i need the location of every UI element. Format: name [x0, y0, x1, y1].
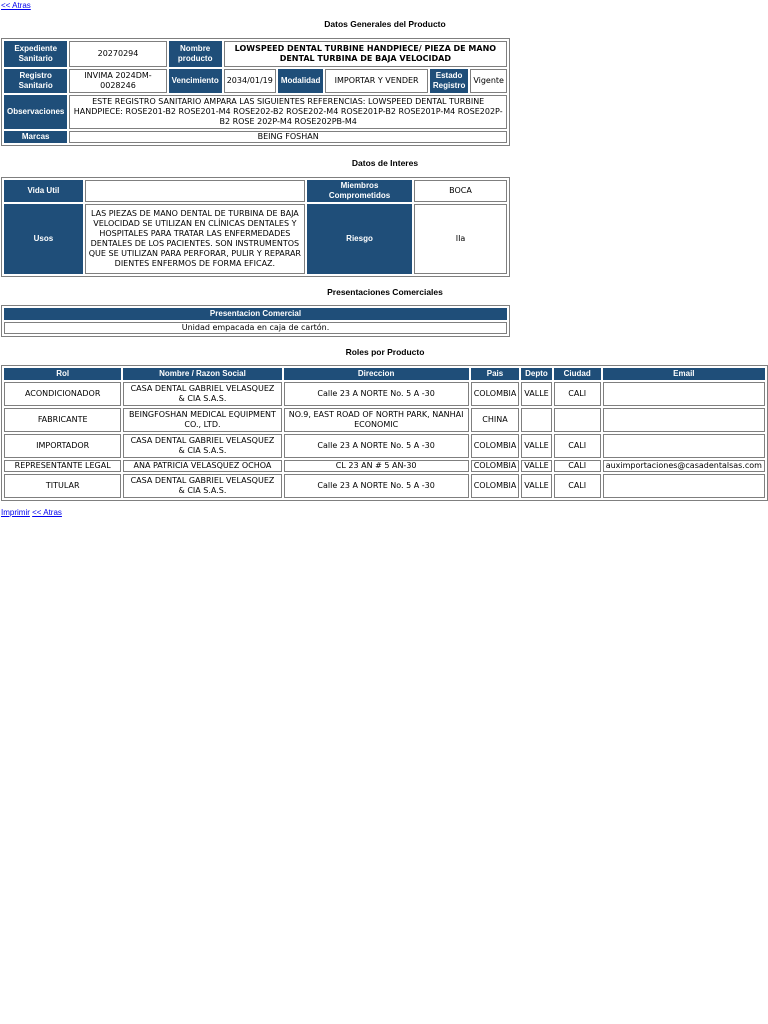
roles-header-nombre: Nombre / Razon Social — [123, 368, 281, 380]
roles-section-title: Roles por Producto — [345, 347, 425, 357]
table-row — [4, 474, 765, 498]
city-cell: CALI — [554, 434, 601, 458]
dept-cell: VALLE — [521, 474, 551, 498]
country-cell: COLOMBIA — [471, 474, 520, 498]
role-cell: REPRESENTANTE LEGAL — [4, 460, 121, 472]
registro-value: INVIMA 2024DM-0028246 — [69, 69, 166, 93]
miembros-label: Miembros Comprometidos — [307, 180, 412, 202]
email-cell — [603, 434, 765, 458]
address-cell: NO.9, EAST ROAD OF NORTH PARK, NANHAI ECONOMIC — [284, 408, 469, 432]
roles-header-email: Email — [603, 368, 765, 380]
presentaciones-section-title: Presentaciones Comerciales — [327, 287, 443, 297]
country-cell: COLOMBIA — [471, 382, 520, 406]
email-cell: auximportaciones@casadentalsas.com — [603, 460, 765, 472]
riesgo-label: Riesgo — [307, 204, 412, 274]
dept-cell: VALLE — [521, 434, 551, 458]
roles-header-pais: Pais — [471, 368, 520, 380]
vencimiento-value: 2034/01/19 — [224, 69, 276, 93]
address-cell: Calle 23 A NORTE No. 5 A -30 — [284, 434, 469, 458]
general-section-title: Datos Generales del Producto — [324, 19, 446, 29]
vida-util-label: Vida Util — [4, 180, 83, 202]
print-link[interactable]: Imprimir — [1, 508, 30, 517]
name-cell: BEINGFOSHAN MEDICAL EQUIPMENT CO., LTD. — [123, 408, 281, 432]
roles-header-rol: Rol — [4, 368, 121, 380]
dept-cell: VALLE — [521, 460, 551, 472]
observaciones-value: ESTE REGISTRO SANITARIO AMPARA LAS SIGUIENTES REFERENCIAS: LOWSPEED DENTAL TURBINE HANDPIECE: ROSE201-B2 ROSE201-M4 ROSE202-B2 ROSE202-M4 ROSE201P-B2 ROSE201P-M4 ROSE202P-B2 ROSE 202P-M4 ROSE202PB-M4 — [69, 95, 507, 129]
country-cell: COLOMBIA — [471, 460, 520, 472]
name-cell: CASA DENTAL GABRIEL VELASQUEZ & CIA S.A.S. — [123, 434, 281, 458]
role-cell: ACONDICIONADOR — [4, 382, 121, 406]
dept-cell: VALLE — [521, 382, 551, 406]
riesgo-value: IIa — [414, 204, 507, 274]
nombre-value: LOWSPEED DENTAL TURBINE HANDPIECE/ PIEZA DE MANO DENTAL TURBINA DE BAJA VELOCIDAD — [224, 41, 507, 67]
general-table — [1, 38, 510, 146]
table-row — [4, 434, 765, 458]
back-link-top[interactable]: << Atras — [1, 1, 31, 10]
roles-header-direccion: Direccion — [284, 368, 469, 380]
expediente-value: 20270294 — [69, 41, 166, 67]
vencimiento-label: Vencimiento — [169, 69, 222, 93]
marcas-value: BEING FOSHAN — [69, 131, 507, 143]
estado-label: Estado Registro — [430, 69, 468, 93]
name-cell: CASA DENTAL GABRIEL VELASQUEZ & CIA S.A.S. — [123, 474, 281, 498]
role-cell: TITULAR — [4, 474, 121, 498]
nombre-label: Nombre producto — [169, 41, 222, 67]
role-cell: IMPORTADOR — [4, 434, 121, 458]
interes-section-title: Datos de Interes — [351, 158, 419, 168]
usos-label: Usos — [4, 204, 83, 274]
presentaciones-table — [1, 305, 510, 337]
country-cell: CHINA — [471, 408, 520, 432]
interes-table — [1, 177, 510, 277]
table-row — [4, 408, 765, 432]
role-cell: FABRICANTE — [4, 408, 121, 432]
email-cell — [603, 382, 765, 406]
email-cell — [603, 474, 765, 498]
country-cell: COLOMBIA — [471, 434, 520, 458]
city-cell: CALI — [554, 382, 601, 406]
estado-value: Vigente — [470, 69, 507, 93]
address-cell: CL 23 AN # 5 AN-30 — [284, 460, 469, 472]
vida-util-value — [85, 180, 305, 202]
city-cell: CALI — [554, 474, 601, 498]
name-cell: CASA DENTAL GABRIEL VELASQUEZ & CIA S.A.S. — [123, 382, 281, 406]
usos-value: LAS PIEZAS DE MANO DENTAL DE TURBINA DE BAJA VELOCIDAD SE UTILIZAN EN CLÍNICAS DENTALES Y HOSPITALES PARA TRATAR LAS ENFERMEDADES DENTALES DE LOS PACIENTES. SON INSTRUMENTOS QUE SE UTILIZAN PARA PERFORAR, PULIR Y REPARAR DIENTES ENFERMOS DE FORMA EFICAZ. — [85, 204, 305, 274]
back-link-bottom[interactable]: << Atras — [32, 508, 62, 517]
dept-cell — [521, 408, 551, 432]
modalidad-value: IMPORTAR Y VENDER — [325, 69, 428, 93]
presentacion-value: Unidad empacada en caja de cartón. — [4, 322, 507, 334]
table-row — [4, 460, 765, 472]
address-cell: Calle 23 A NORTE No. 5 A -30 — [284, 474, 469, 498]
email-cell — [603, 408, 765, 432]
roles-header-ciudad: Ciudad — [554, 368, 601, 380]
observaciones-label: Observaciones — [4, 95, 67, 129]
roles-table — [1, 365, 768, 501]
bottom-links — [1, 508, 62, 517]
table-row — [4, 382, 765, 406]
name-cell: ANA PATRICIA VELASQUEZ OCHOA — [123, 460, 281, 472]
marcas-label: Marcas — [4, 131, 67, 143]
miembros-value: BOCA — [414, 180, 507, 202]
city-cell: CALI — [554, 460, 601, 472]
address-cell: Calle 23 A NORTE No. 5 A -30 — [284, 382, 469, 406]
expediente-label: Expediente Sanitario — [4, 41, 67, 67]
roles-header-depto: Depto — [521, 368, 551, 380]
registro-label: Registro Sanitario — [4, 69, 67, 93]
modalidad-label: Modalidad — [278, 69, 324, 93]
presentacion-header: Presentacion Comercial — [4, 308, 507, 320]
city-cell — [554, 408, 601, 432]
